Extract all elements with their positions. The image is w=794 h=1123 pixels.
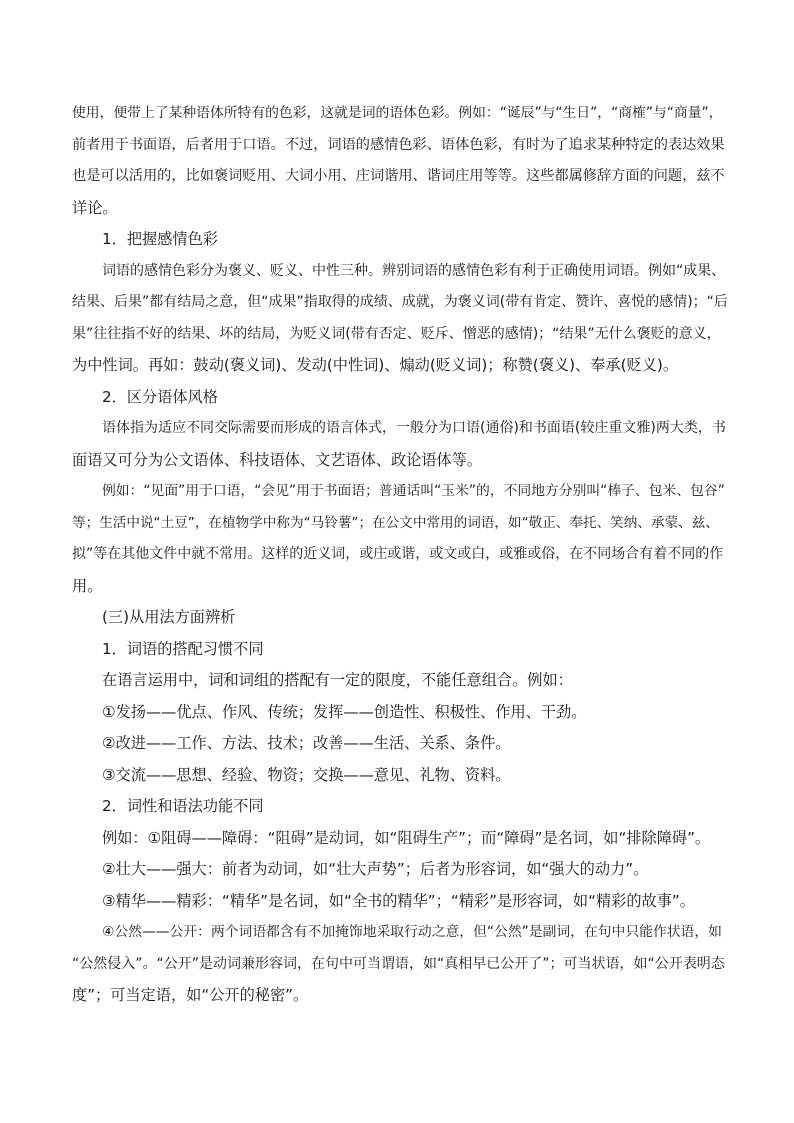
text-line: (三)从用法方面辨析 <box>102 608 236 626</box>
text-line: 详论。 <box>72 198 118 217</box>
text-line: ③交流——思想、经验、物资；交换——意见、礼物、资料。 <box>102 765 511 784</box>
text-line: 为中性词。再如：鼓动(褒义词)、发动(中性词)、煽动(贬义词)；称赞(褒义)、奉承(贬义)。 <box>72 356 679 374</box>
text-line: 结果、后果”都有结局之意，但“成果”指取得的成绩、成就，为褒义词(带有肯定、赞许、喜悦的感情)；“后 <box>72 294 728 310</box>
text-line: 2．区分语体风格 <box>102 387 218 406</box>
text-line: 1．词语的搭配习惯不同 <box>102 639 264 658</box>
text-line: 例如：“见面”用于口语，“会见”用于书面语；普通话叫“玉米”的，不同地方分别叫“棒子、包米、包谷” <box>102 483 725 499</box>
text-line: ②改进——工作、方法、技术；改善——生活、关系、条件。 <box>102 734 511 752</box>
text-line: 2．词性和语法功能不同 <box>102 797 264 815</box>
document-body <box>72 98 728 1012</box>
text-line: 词语的感情色彩分为褒义、贬义、中性三种。辨别词语的感情色彩有利于正确使用词语。例如“成果、 <box>102 262 726 279</box>
text-line: 例如：①阻碍——障碍：“阻碍”是动词，如“阻碍生产”；而“障碍”是名词，如“排除障碍”。 <box>102 828 711 847</box>
text-line: 拟”等在其他文件中就不常用。这样的近义词，或庄或谐，或文或白，或雅或俗，在不同场合有着不同的作 <box>72 546 724 562</box>
text-line: ①发扬——优点、作风、传统；发挥——创造性、积极性、作用、干劲。 <box>102 702 587 721</box>
text-line: 1．把握感情色彩 <box>102 230 218 248</box>
text-line: 使用，便带上了某种语体所特有的色彩，这就是词的语体色彩。例如：“诞辰”与“生日”，“商榷”与“商量”， <box>72 105 723 121</box>
text-line: 等；生活中说“土豆”，在植物学中称为“马铃薯”；在公文中常用的词语，如“敬正、奉托、笑纳、承蒙、兹、 <box>72 514 719 531</box>
text-line: 用。 <box>72 576 103 595</box>
text-line: 果”往往指不好的结果、坏的结局，为贬义词(带有否定、贬斥、憎恶的感情)；“结果”无什么褒贬的意义， <box>72 325 721 342</box>
text-line: 也是可以活用的，比如褒词贬用、大词小用、庄词谐用、谐词庄用等等。这些都属修辞方面的问题，兹不 <box>72 168 725 184</box>
text-line: 度”；可当定语，如“公开的秘密”。 <box>72 986 309 1004</box>
text-line: 面语又可分为公文语体、科技语体、文艺语体、政论语体等。 <box>72 450 483 469</box>
text-line: ③精华——精彩：“精华”是名词，如“全书的精华”；“精彩”是形容词，如“精彩的故事”。 <box>102 891 695 910</box>
text-line: 语体指为适应不同交际需要而形成的语言体式，一般分为口语(通俗)和书面语(较庄重文雅)两大类，书 <box>102 420 726 436</box>
text-line: “公然侵入”。“公开”是动词兼形容词，在句中可当谓语，如“真相早已公开了”；可当状语，如“公开表明态 <box>72 955 725 972</box>
text-line: 前者用于书面语，后者用于口语。不过，词语的感情色彩、语体色彩，有时为了追求某种特定的表达效果 <box>72 136 725 153</box>
text-line: ②壮大——强大：前者为动词，如“壮大声势”；后者为形容词，如“强大的动力”。 <box>102 860 649 878</box>
text-line: 在语言运用中，词和词组的搭配有一定的限度，不能任意组合。例如： <box>102 671 573 689</box>
text-line: ④公然——公开：两个词语都含有不加掩饰地采取行动之意，但“公然”是副词，在句中只能作状语，如 <box>102 924 722 940</box>
